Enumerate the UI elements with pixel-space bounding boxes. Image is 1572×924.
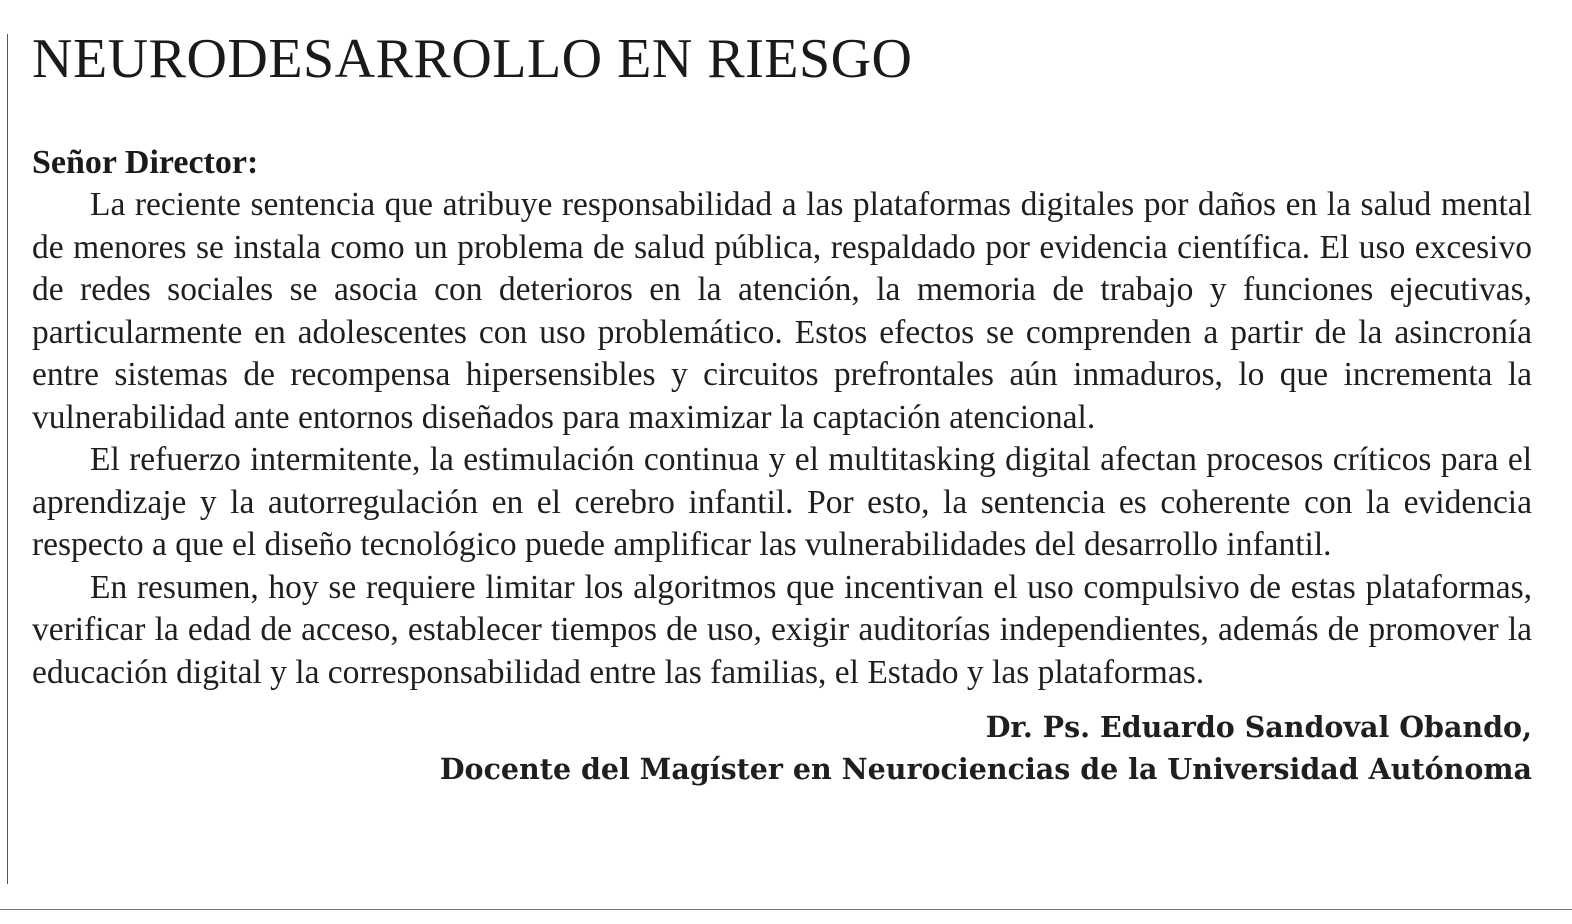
bottom-rule	[0, 909, 1572, 910]
body-paragraph-3: En resumen, hoy se requiere limitar los algoritmos que incentivan el uso compulsivo de estas plataformas, verificar la edad de acceso, establecer tiempos de uso, exigir auditorías independientes, además de promover la educación digital y la corresponsabilidad entre las familias, el Estado y las plataformas.	[32, 568, 1532, 691]
headline: NEURODESARROLLO EN RIESGO	[32, 28, 913, 90]
left-column-rule	[7, 34, 8, 884]
salutation: Señor Director:	[32, 144, 259, 181]
body-paragraph-2: El refuerzo intermitente, la estimulación continua y el multitasking digital afectan procesos críticos para el aprendizaje y la autorregulación en el cerebro infantil. Por esto, la sentencia es coherente con la evidencia respecto a que el diseño tecnológico puede amplificar las vulnerabilidades del desarrollo infantil.	[32, 441, 1532, 563]
signature-block	[32, 706, 1532, 790]
author-title: Docente del Magíster en Neurociencias de la Universidad Autónoma	[439, 752, 1532, 786]
body-paragraph-1: La reciente sentencia que atribuye responsabilidad a las plataformas digitales por daños en la salud mental de menores se instala como un problema de salud pública, respaldado por evidencia científica. El uso excesivo de redes sociales se asocia con deterioros en la atención, la memoria de trabajo y funciones ejecutivas, particularmente en adolescentes con uso problemático. Estos efectos se comprenden a partir de la asincronía entre sistemas de recompensa hipersensibles y circuitos prefrontales aún inmaduros, lo que incrementa la vulnerabilidad ante entornos diseñados para maximizar la captación atencional.	[32, 186, 1532, 436]
author-name: Dr. Ps. Eduardo Sandoval Obando,	[985, 710, 1532, 744]
letter-to-editor	[32, 24, 1532, 790]
